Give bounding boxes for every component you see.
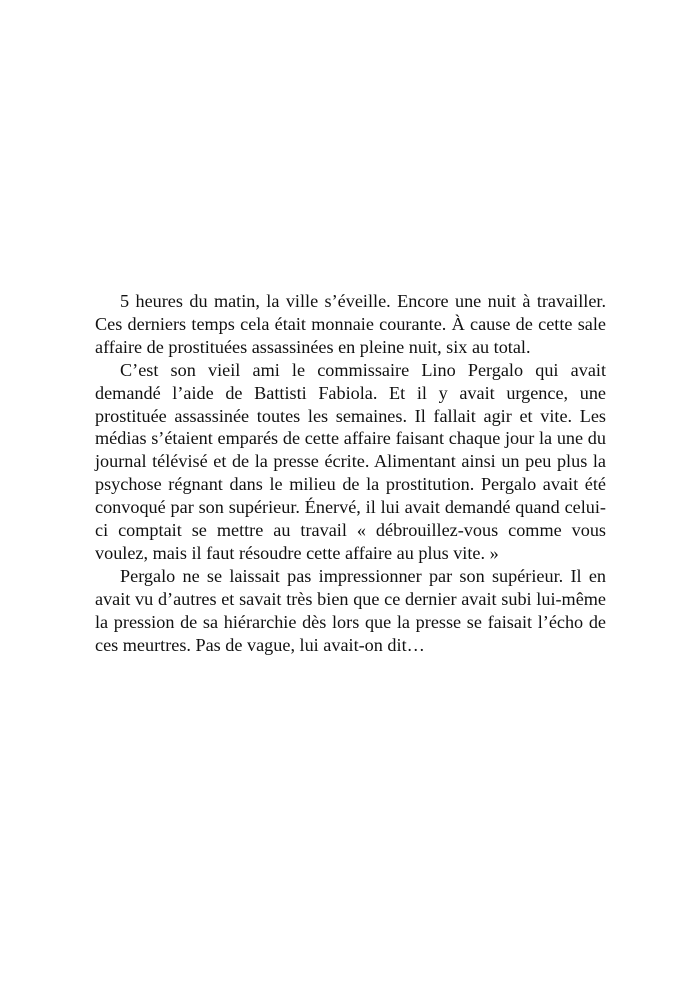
paragraph-3: Pergalo ne se laissait pas impressionner par son supérieur. Il en avait vu d’autres et savait très bien que ce dernier avait subi lui-même la pression de sa hiérarchie dès lors que la presse se faisait l’écho de ces meurtres. Pas de vague, lui avait-on dit… xyxy=(95,565,606,655)
paragraph-1: 5 heures du matin, la ville s’éveille. Encore une nuit à travailler. Ces derniers temps cela était monnaie courante. À cause de cette sale affaire de prostituées assassinées en pleine nuit, six au total. xyxy=(95,291,606,357)
paragraph-2: C’est son vieil ami le commissaire Lino Pergalo qui avait demandé l’aide de Battisti Fabiola. Et il y avait urgence, une prostituée assassinée toutes les semaines. Il fallait agir et vite. Les médias s’étaient emparés de cette affaire faisant chaque jour la une du journal télévisé et de la presse écrite. Alimentant ainsi un peu plus la psychose régnant dans le milieu de la prostitution. Pergalo avait été convoqué par son supérieur. Énervé, il lui avait demandé quand celui-ci comptait se mettre au travail « débrouillez-vous comme vous voulez, mais il faut résoudre cette affaire au plus vite. » xyxy=(95,359,606,563)
document-page-body xyxy=(95,290,606,657)
